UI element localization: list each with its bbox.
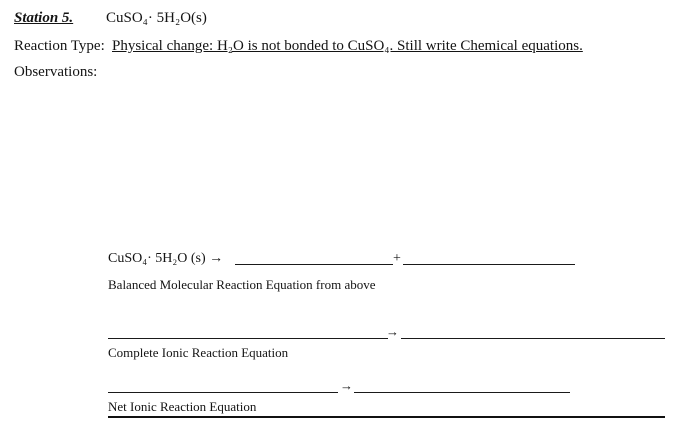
net-ionic-reactants-blank[interactable] — [108, 392, 338, 393]
plus-sign: + — [393, 251, 401, 266]
product-blank-2[interactable] — [403, 264, 575, 265]
reactant-formula: CuSO₄· 5H₂O (s) → — [108, 251, 224, 266]
net-ionic-arrow: → — [340, 378, 353, 393]
complete-ionic-reactants-blank[interactable] — [108, 338, 388, 339]
complete-ionic-caption: Complete Ionic Reaction Equation — [108, 345, 289, 360]
reaction-type-value: Physical change: H₂O is not bonded to CuSO₄. Still write Chemical equations. — [112, 38, 583, 54]
bottom-rule — [108, 416, 665, 418]
net-ionic-products-blank[interactable] — [354, 392, 570, 393]
reaction-type-label: Reaction Type: — [14, 38, 105, 54]
net-ionic-caption: Net Ionic Reaction Equation — [108, 399, 257, 414]
station-label: Station 5. — [14, 10, 74, 26]
product-blank-1[interactable] — [235, 264, 393, 265]
molecular-equation-caption: Balanced Molecular Reaction Equation from above — [108, 277, 376, 292]
complete-ionic-products-blank[interactable] — [401, 338, 665, 339]
complete-ionic-arrow: → — [386, 324, 399, 339]
observations-label: Observations: — [14, 64, 98, 80]
station-compound: CuSO₄· 5H₂O(s) — [106, 10, 207, 26]
